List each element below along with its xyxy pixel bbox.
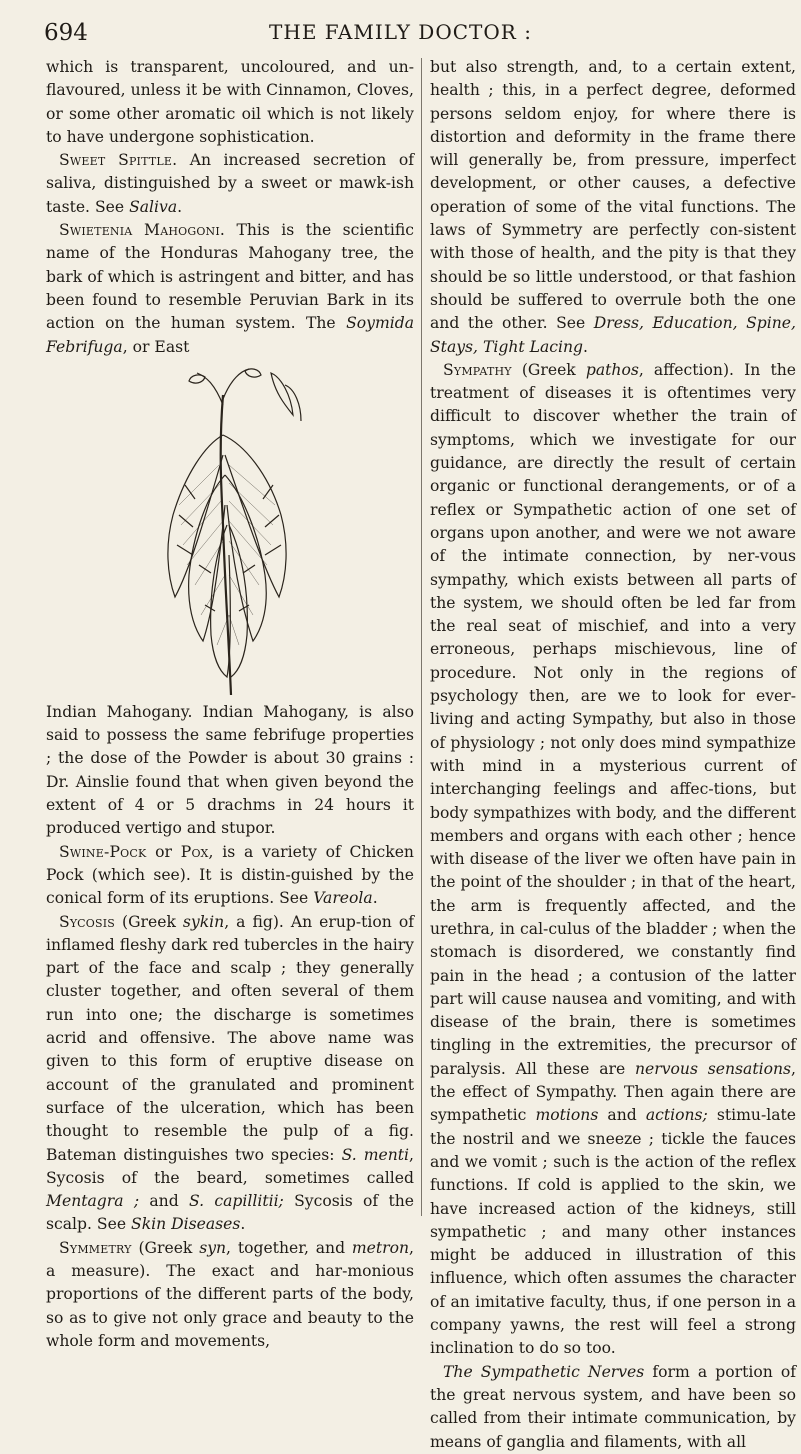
figure-caption: Indian Mahogany. [46,702,193,721]
paragraph-continuation: which is transparent, uncoloured, and un-flavoured, unless it be with Cinnamon, Cloves, or some other aromatic oil which is not likely to have undergone sophistication. [46,58,414,146]
entry-heading: Sympathy [443,360,512,379]
cross-reference: Saliva [129,197,178,216]
cross-reference: Vareola [313,889,373,908]
entry-sycosis: Sycosis (Greek sykin, a fig). An erup-tion of inflamed fleshy dark red tubercles in the hairy part of the face and scalp ; they generally cluster together, and often several of them run into one; the discharge is sometimes acrid and offensive. The above name was given to this form of eruptive disease on account of the granulated and prominent surface of the ulceration, which has been thought to resemble the pulp of a fig. Bateman distinguishes two species: S. menti, Sycosis of the beard, sometimes called Mentagra ; and S. capillitii; Sycosis of the scalp. See Skin Diseases. [46,912,414,1234]
mahogany-branch-drawing [145,365,315,697]
entry-swine-pock: Swine-Pock or Pox, is a variety of Chicken Pock (which see). It is distin-guished by the conical form of its eruptions. See Vareola. [46,842,414,908]
entry-heading: Sycosis [59,912,116,931]
mahogany-illustration [46,365,414,697]
column-divider [421,58,422,1216]
page-number: 694 [44,20,88,46]
entry-heading: Sweet Spittle. [59,151,178,170]
cross-reference: Skin Diseases [131,1215,241,1234]
entry-symmetry: Symmetry (Greek syn, together, and metron, a measure). The exact and har-monious proportions of the different parts of the body, so as to give not only grace and beauty to the whole form and movements, [46,1238,414,1350]
left-column [46,56,414,1353]
entry-sympathy: Sympathy (Greek pathos, affection). In the treatment of diseases it is oftentimes very difficult to discover whether the train of symptoms, which we investigate for our guidance, are directly the result of certain organic or functional derangements, or of a reflex or Sympathetic action of one set of organs upon another, and were we not aware of the intimate connection, by ner-vous sympathy, which exists between all parts of the system, we should often be led far from the real seat of mischief, and into a very erroneous, perhaps mischievous, line of procedure. Not only in the regions of psychology then, are we to look for ever-living and acting Sympathy, but also in those of physiology ; not only does mind sympathize with mind in a mysterious current of interchanging feelings and affec-tions, but body sympathizes with body, and the different members and organs with each other ; hence with disease of the liver we often have pain in the point of the shoulder ; in that of the heart, the arm is frequently affected, and the urethra, in cal-culus of the bladder ; when the stomach is disordered, we constantly find pain in the head ; a contusion of the latter part will cause nausea and vomiting, and with disease of the brain, there is sometimes tingling in the extremities, the precursor of paralysis. All these are nervous sensations, the effect of Sympathy. Then again there are sympathetic motions and actions; stimu-late the nostril and we sneeze ; tickle the fauces and we vomit ; such is the action of the reflex functions. If cold is applied to the skin, we have increased action of the kidneys, still sympathetic ; and many other instances might be adduced in illustration of this influence, which often assumes the character of an imitative faculty, thus, if one person in a company yawns, the rest will feel a strong inclination to do so too. [430,360,797,1358]
figure-caption-paragraph: Indian Mahogany. Indian Mahogany, is also said to possess the same febrifuge properties ; the dose of the Powder is about 30 grains : Dr. Ainslie found that when given beyond the extent of 4 or 5 drachms in 24 hours it produced vertigo and stupor. [46,702,414,838]
entry-heading: Swine-Pock [59,842,147,861]
entry-sweet-spittle: Sweet Spittle. An increased secretion of saliva, distinguished by a sweet or mawk-ish taste. See Saliva. [46,151,414,216]
running-title: THE FAMILY DOCTOR : [269,20,532,44]
entry-heading: Symmetry [59,1238,132,1257]
entry-heading: Swietenia Mahogoni. [59,221,226,240]
entry-swietenia: Swietenia Mahogoni. This is the scientific name of the Honduras Mahogany tree, the bark of which is astringent and bitter, and has been found to resemble Peruvian Bark in its action on the human system. The Soymida Febrifuga, or East [46,221,415,356]
paragraph-continuation: but also strength, and, to a certain extent, health ; this, in a perfect degree, deformed persons seldom enjoy, for where there is distortion and deformity in the frame there will generally be, from pressure, imperfect development, or other causes, a defective operation of some of the vital functions. The laws of Symmetry are perfectly con-sistent with those of health, and the pity is that they should be so little understood, or that fashion should be suffered to overrule both the one and the other. See Dress, Education, Spine, Stays, Tight Lacing. [430,58,796,356]
page-header [0,0,801,58]
right-column [430,56,796,1454]
paragraph-sympathetic-nerves: The Sympathetic Nerves form a portion of the great nervous system, and have been so called from their intimate communication, by means of ganglia and filaments, with all [430,1362,796,1451]
cross-reference: Dress, Education, Spine, Stays, Tight Lacing [430,314,796,356]
